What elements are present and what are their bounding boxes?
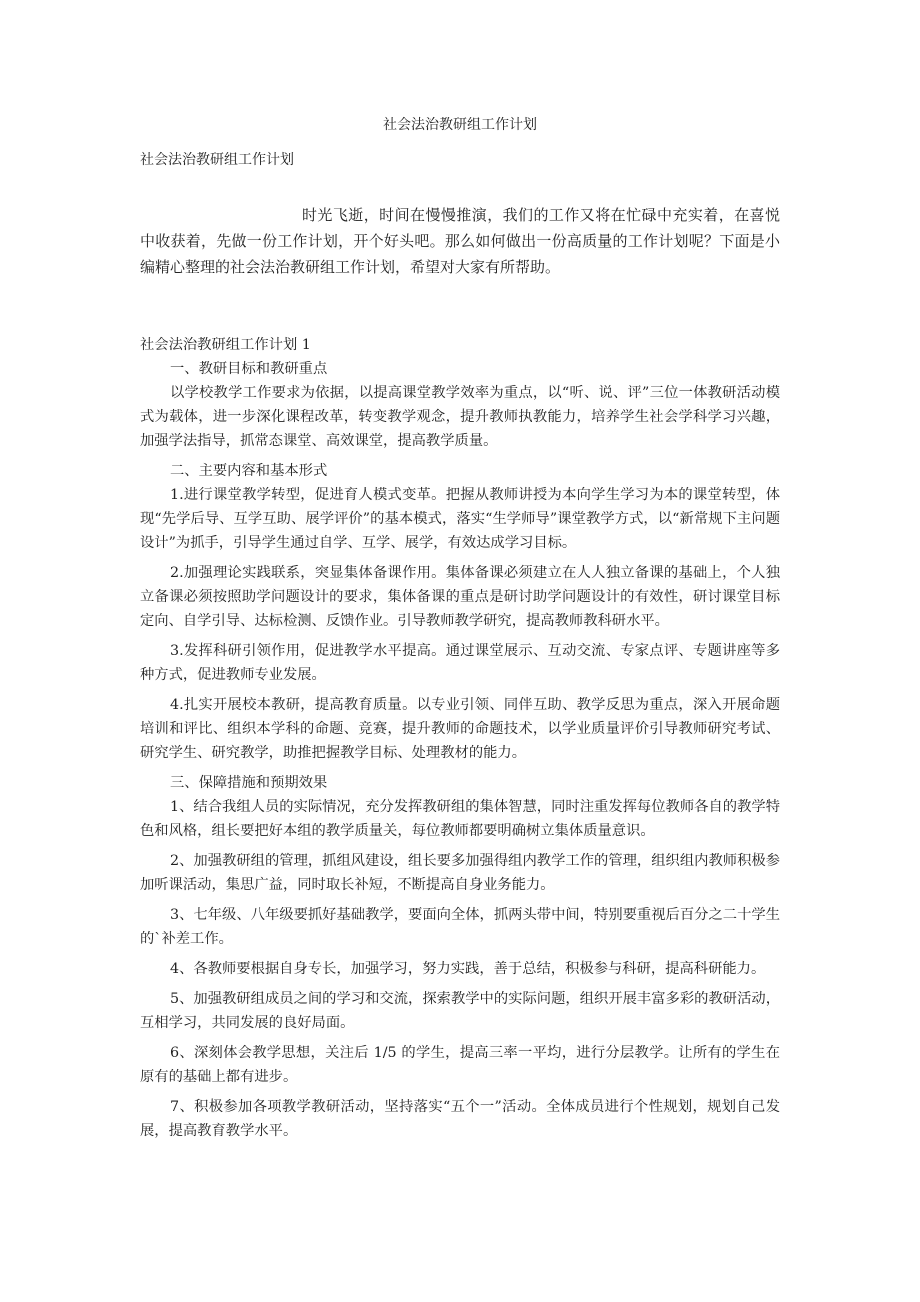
paragraph-measure-1: 1、结合我组人员的实际情况，充分发挥教研组的集体智慧，同时注重发挥每位教师各自的教学特色和风格，组长要把好本组的教学质量关，每位教师都要明确树立集体质量意识。 bbox=[140, 799, 780, 839]
paragraph-content-2: 2.加强理论实践联系，突显集体备课作用。集体备课必须建立在人人独立备课的基础上，个人独立备课必须按照助学问题设计的要求，集体备课的重点是研讨助学问题设计的有效性，研讨课堂目标定向、自学引导、达标检测、反馈作业。引导教师教学研究，提高教师教科研水平。 bbox=[140, 565, 780, 629]
paragraph-measure-6: 6、深刻体会教学思想，关注后 1/5 的学生，提高三率一平均，进行分层教学。让所有的学生在原有的基础上都有进步。 bbox=[140, 1045, 780, 1085]
plan-body bbox=[140, 333, 780, 1149]
heading-content: 二、主要内容和基本形式 bbox=[170, 463, 328, 479]
paragraph-content-1: 1.进行课堂教学转型，促进育人模式变革。把握从教师讲授为本向学生学习为本的课堂转型，体现“先学后导、互学互助、展学评价”的基本模式，落实“生学师导”课堂教学方式，以“新常规下主问题设计”为抓手，引导学生通过自学、互学、展学，有效达成学习目标。 bbox=[140, 487, 780, 551]
paragraph-content-3: 3.发挥科研引领作用，促进教学水平提高。通过课堂展示、互动交流、专家点评、专题讲座等多种方式，促进教师专业发展。 bbox=[140, 643, 780, 683]
paragraph-measure-5: 5、加强教研组成员之间的学习和交流，探索教学中的实际问题，组织开展丰富多彩的教研活动，互相学习，共同发展的良好局面。 bbox=[140, 991, 780, 1031]
heading-goals: 一、教研目标和教研重点 bbox=[170, 361, 328, 377]
paragraph-content-4: 4.扎实开展校本教研，提高教育质量。以专业引领、同伴互助、教学反思为重点，深入开展命题培训和评比、组织本学科的命题、竞赛，提升教师的命题技术，以学业质量评价引导教师研究考试、研究学生、研究教学，助推把握教学目标、处理教材的能力。 bbox=[140, 697, 780, 761]
heading-measures: 三、保障措施和预期效果 bbox=[170, 775, 328, 791]
section-title: 社会法治教研组工作计划 1 bbox=[140, 337, 311, 353]
intro-paragraph: 时光飞逝，时间在慢慢推演，我们的工作又将在忙碌中充实着，在喜悦中收获着，先做一份工作计划，开个好头吧。那么如何做出一份高质量的工作计划呢？下面是小编精心整理的社会法治教研组工作计划，希望对大家有所帮助。 bbox=[140, 206, 780, 276]
paragraph-measure-4: 4、各教师要根据自身专长，加强学习，努力实践，善于总结，积极参与科研，提高科研能力。 bbox=[170, 961, 766, 977]
paragraph-measure-2: 2、加强教研组的管理，抓组风建设，组长要多加强得组内教学工作的管理，组织组内教师积极参加听课活动，集思广益，同时取长补短，不断提高自身业务能力。 bbox=[140, 853, 780, 893]
document-subtitle: 社会法治教研组工作计划 bbox=[140, 152, 294, 168]
paragraph-goals: 以学校教学工作要求为依据，以提高课堂教学效率为重点，以“听、说、评”三位一体教研活动模式为载体，进一步深化课程改革，转变教学观念，提升教师执教能力，培养学生社会学科学习兴趣，加强学法指导，抓常态课堂、高效课堂，提高教学质量。 bbox=[140, 385, 780, 449]
paragraph-measure-7: 7、积极参加各项教学教研活动，坚持落实“五个一”活动。全体成员进行个性规划，规划自己发展，提高教育教学水平。 bbox=[140, 1099, 780, 1139]
document-title: 社会法治教研组工作计划 bbox=[383, 117, 537, 133]
paragraph-measure-3: 3、七年级、八年级要抓好基础教学，要面向全体，抓两头带中间，特别要重视后百分之二十学生的`补差工作。 bbox=[140, 907, 780, 947]
